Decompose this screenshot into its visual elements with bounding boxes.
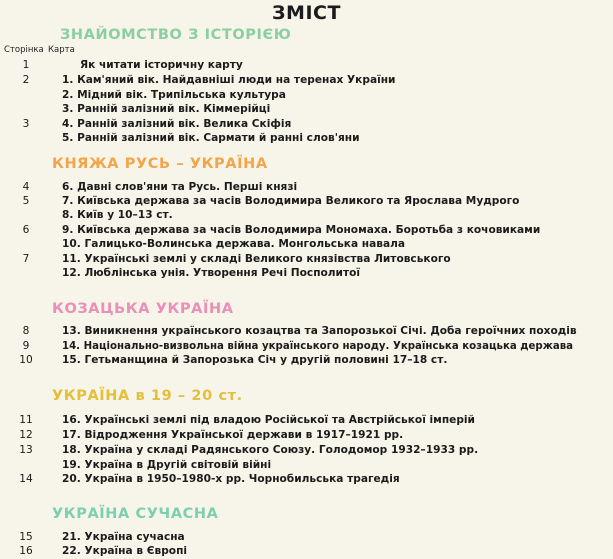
page-title: ЗМІСТ [272, 2, 341, 24]
toc-entry: 9. Київська держава за часів Володимира Мономаха. Боротьба з кочовиками [62, 224, 541, 236]
section-title-modern: УКРАЇНА СУЧАСНА [52, 506, 219, 522]
toc-row[interactable] [0, 73, 613, 88]
toc-entry: 5. Ранній залізний вік. Сармати й ранні слов'яни [62, 132, 360, 144]
toc-page-number: 3 [22, 118, 30, 130]
section-title-kyivan-rus: КНЯЖА РУСЬ – УКРАЇНА [52, 156, 268, 172]
toc-entry: 20. Україна в 1950–1980-х рр. Чорнобильська трагедія [62, 473, 400, 485]
toc-entry: 4. Ранній залізний вік. Велика Скіфія [62, 118, 292, 130]
toc-row[interactable] [0, 252, 613, 267]
toc-page-number: 7 [22, 253, 30, 265]
toc-row[interactable] [0, 237, 613, 252]
toc-page-number: 5 [22, 195, 30, 207]
toc-row[interactable] [0, 131, 613, 146]
toc-entry: 2. Мідний вік. Трипільська культура [62, 89, 286, 101]
toc-entry: 18. Україна у складі Радянського Союзу. Голодомор 1932–1933 рр. [62, 444, 479, 456]
toc-entry: 14. Національно-визвольна війна українського народу. Українська козацька держава [62, 341, 574, 352]
toc-entry: 10. Галицько-Волинська держава. Монгольська навала [62, 238, 406, 250]
toc-row[interactable] [0, 472, 613, 487]
toc-entry: 6. Давні слов'яни та Русь. Перші князі [62, 181, 298, 193]
toc-row[interactable] [0, 208, 613, 223]
toc-row[interactable] [0, 266, 613, 281]
toc-entry: 11. Українські землі у складі Великого князівства Литовського [62, 253, 451, 265]
toc-entry: 12. Люблінська унія. Утворення Речі Посполитої [62, 267, 361, 279]
toc-row[interactable] [0, 428, 613, 443]
column-header-map: Карта [48, 45, 75, 55]
toc-entry: 3. Ранній залізний вік. Кіммерійці [62, 103, 271, 115]
toc-page-number: 6 [22, 224, 30, 236]
toc-row[interactable] [0, 194, 613, 209]
toc-page-number: 11 [19, 414, 33, 426]
toc-entry: 19. Україна в Другій світовій війні [62, 459, 272, 471]
toc-entry: 8. Київ у 10–13 ст. [62, 209, 173, 221]
toc-row[interactable] [0, 223, 613, 238]
section-title-cossack: КОЗАЦЬКА УКРАЇНА [52, 301, 234, 317]
toc-row[interactable] [0, 339, 613, 354]
toc-page-number: 1 [22, 59, 30, 71]
toc-row[interactable] [0, 88, 613, 103]
toc-entry: 15. Гетьманщина й Запорозька Січ у другій половині 17–18 ст. [62, 354, 448, 366]
toc-page-number: 8 [22, 325, 30, 337]
toc-row[interactable] [0, 117, 613, 132]
toc-entry: 22. Україна в Європі [62, 545, 188, 557]
toc-page-number: 15 [19, 531, 33, 543]
toc-page-number: 13 [19, 444, 33, 456]
toc-row[interactable] [0, 413, 613, 428]
toc-page-number: 4 [22, 181, 30, 193]
toc-row[interactable] [0, 443, 613, 458]
toc-entry: 17. Відродження Української держави в 1917–1921 рр. [62, 429, 404, 441]
toc-row[interactable] [0, 544, 613, 559]
column-header-page: Сторінка [4, 45, 44, 55]
section-title-intro: ЗНАЙОМСТВО З ІСТОРІЄЮ [60, 27, 292, 43]
toc-entry: 16. Українські землі під владою Російської та Австрійської імперій [62, 414, 475, 426]
toc-page-number: 12 [19, 429, 33, 441]
toc-row[interactable] [0, 530, 613, 545]
toc-page-number: 10 [19, 354, 33, 366]
toc-entry: 1. Кам'яний вік. Найдавніші люди на теренах України [62, 74, 396, 86]
section-title-19-20-century: УКРАЇНА в 19 – 20 ст. [52, 388, 243, 404]
toc-row[interactable] [0, 353, 613, 368]
toc-entry: 21. Україна сучасна [62, 531, 185, 543]
toc-page-number: 16 [19, 545, 33, 557]
toc-entry: 7. Київська держава за часів Володимира Великого та Ярослава Мудрого [62, 195, 520, 207]
toc-row[interactable] [0, 180, 613, 195]
toc-page-number: 9 [22, 340, 30, 352]
toc-row[interactable] [0, 458, 613, 473]
toc-row[interactable] [0, 58, 613, 73]
toc-row[interactable] [0, 102, 613, 117]
toc-row[interactable] [0, 324, 613, 339]
toc-page-number: 2 [22, 74, 30, 86]
toc-page-number: 14 [19, 473, 33, 485]
toc-entry: 13. Виникнення українського козацтва та Запорозької Січі. Доба героїчних походів [62, 325, 577, 337]
toc-entry: Як читати історичну карту [80, 59, 243, 71]
